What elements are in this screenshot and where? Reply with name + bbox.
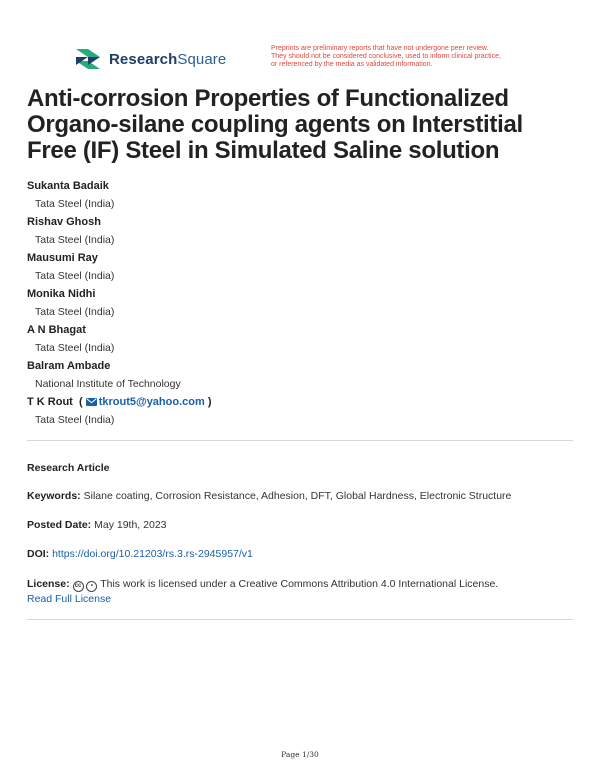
author-email-link[interactable] bbox=[86, 396, 208, 408]
preprint-notice bbox=[271, 45, 571, 69]
author-email: tkrout5@yahoo.com bbox=[98, 396, 205, 408]
license-text: This work is licensed under a Creative Commons Attribution 4.0 International License. bbox=[100, 578, 499, 590]
author-affiliation: Tata Steel (India) bbox=[35, 234, 115, 246]
keywords-label: Keywords: bbox=[27, 490, 81, 502]
logo-wordmark bbox=[109, 51, 226, 68]
author-affiliation: National Institute of Technology bbox=[35, 378, 181, 390]
license-label: License: bbox=[27, 578, 70, 590]
keywords-row bbox=[27, 489, 573, 503]
author-name: A N Bhagat bbox=[27, 324, 86, 336]
cc-icon: cc bbox=[73, 581, 84, 592]
paren-open: ( bbox=[75, 396, 83, 408]
logo-accent: Square bbox=[177, 50, 227, 68]
author-entry bbox=[27, 360, 567, 396]
envelope-icon bbox=[86, 398, 97, 406]
author-name: Rishav Ghosh bbox=[27, 216, 101, 228]
doi-row bbox=[27, 547, 573, 561]
article-type-label: Research Article bbox=[27, 462, 110, 474]
posted-date-label: Posted Date: bbox=[27, 519, 92, 531]
author-name: T K Rout bbox=[27, 396, 73, 408]
divider bbox=[27, 440, 573, 441]
header bbox=[74, 45, 576, 79]
author-entry bbox=[27, 252, 567, 288]
notice-line: They should not be considered conclusive, used to inform clinical practice, bbox=[271, 53, 501, 60]
author-affiliation: Tata Steel (India) bbox=[35, 270, 115, 282]
author-affiliation: Tata Steel (India) bbox=[35, 198, 115, 210]
logo-name: Research bbox=[109, 50, 178, 68]
posted-date-row bbox=[27, 518, 573, 532]
page-number: Page 1/30 bbox=[281, 750, 319, 759]
author-affiliation: Tata Steel (India) bbox=[35, 414, 115, 426]
attribution-icon: • bbox=[86, 581, 97, 592]
keywords-value: Silane coating, Corrosion Resistance, Adhesion, DFT, Global Hardness, Electronic Structure bbox=[83, 490, 512, 502]
license-row bbox=[27, 577, 573, 606]
author-entry bbox=[27, 288, 567, 324]
divider bbox=[27, 619, 573, 620]
posted-date-value: May 19th, 2023 bbox=[94, 519, 167, 531]
doi-link[interactable]: https://doi.org/10.21203/rs.3.rs-2945957/v1 bbox=[52, 548, 253, 560]
author-entry bbox=[27, 324, 567, 360]
notice-line: Preprints are preliminary reports that have not undergone peer review. bbox=[271, 45, 489, 52]
read-full-license-link[interactable]: Read Full License bbox=[27, 593, 112, 605]
author-name: Sukanta Badaik bbox=[27, 180, 109, 192]
author-entry bbox=[27, 180, 567, 216]
author-affiliation: Tata Steel (India) bbox=[35, 306, 115, 318]
author-name: Mausumi Ray bbox=[27, 252, 98, 264]
paren-close: ) bbox=[207, 396, 212, 408]
author-name: Monika Nidhi bbox=[27, 288, 96, 300]
research-square-logo-icon bbox=[74, 47, 102, 71]
author-affiliation: Tata Steel (India) bbox=[35, 342, 115, 354]
corresponding-author bbox=[27, 396, 567, 409]
article-type bbox=[27, 461, 573, 475]
author-name: Balram Ambade bbox=[27, 360, 111, 372]
author-entry bbox=[27, 396, 567, 432]
author-list bbox=[27, 180, 567, 432]
paper-title: Anti-corrosion Properties of Functionalized Organo-silane coupling agents on Interstitial Free (IF) Steel in Simulated Saline solution bbox=[27, 85, 523, 164]
doi-label: DOI: bbox=[27, 548, 50, 560]
author-entry bbox=[27, 216, 567, 252]
notice-line: or referenced by the media as validated information. bbox=[271, 61, 433, 68]
research-square-logo[interactable] bbox=[74, 47, 226, 71]
